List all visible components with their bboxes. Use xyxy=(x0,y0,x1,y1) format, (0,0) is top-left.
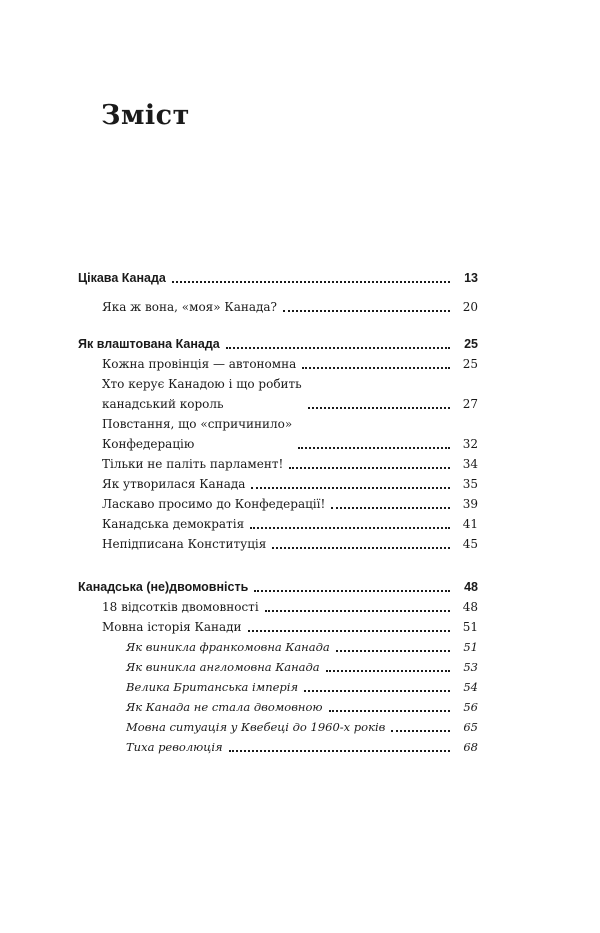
toc-page-number: 39 xyxy=(462,497,478,511)
toc-page-number: 13 xyxy=(464,271,478,285)
toc-entry-title: Цікава Канада xyxy=(78,271,166,285)
toc-page-number: 54 xyxy=(463,680,478,694)
toc-section[interactable] xyxy=(78,374,478,414)
toc-chapter[interactable] xyxy=(78,268,478,288)
toc-subsection[interactable] xyxy=(78,717,478,737)
toc-section[interactable] xyxy=(78,617,478,637)
table-of-contents xyxy=(78,268,478,757)
dot-leader xyxy=(289,467,450,469)
dot-leader xyxy=(391,730,450,732)
toc-page-number: 48 xyxy=(462,600,478,614)
toc-page-number: 51 xyxy=(463,640,478,654)
toc-section[interactable] xyxy=(78,514,478,534)
toc-section[interactable] xyxy=(78,354,478,374)
toc-page-number: 34 xyxy=(462,457,478,471)
toc-entry-title: Мовна ситуація у Квебеці до 1960-х років xyxy=(126,720,386,734)
dot-leader xyxy=(229,750,450,752)
toc-page-number: 53 xyxy=(463,660,478,674)
dot-leader xyxy=(304,690,450,692)
toc-page-number: 25 xyxy=(462,357,478,371)
dot-leader xyxy=(248,630,450,632)
toc-entry-title: Велика Британська імперія xyxy=(126,680,299,694)
dot-leader xyxy=(329,710,450,712)
toc-page-number: 25 xyxy=(464,337,478,351)
toc-page-number: 68 xyxy=(463,740,478,754)
toc-page-number: 27 xyxy=(462,397,478,411)
toc-section[interactable] xyxy=(78,494,478,514)
dot-leader xyxy=(298,447,450,449)
dot-leader xyxy=(308,407,450,409)
toc-entry-title: Як виникла англомовна Канада xyxy=(126,660,320,674)
toc-entry-title: Як виникла франкомовна Канада xyxy=(126,640,330,654)
toc-page-number: 20 xyxy=(462,300,478,314)
dot-leader xyxy=(326,670,450,672)
dot-leader xyxy=(265,610,450,612)
dot-leader xyxy=(254,590,450,592)
dot-leader xyxy=(172,281,450,283)
toc-chapter[interactable] xyxy=(78,334,478,354)
toc-page-number: 48 xyxy=(464,580,478,594)
toc-chapter[interactable] xyxy=(78,577,478,597)
toc-entry-title: Канадська (не)двомовність xyxy=(78,580,249,594)
toc-section[interactable] xyxy=(78,454,478,474)
toc-entry-title: Канадська демократія xyxy=(102,517,245,531)
toc-entry-title: Тиха революція xyxy=(126,740,223,754)
toc-subsection[interactable] xyxy=(78,677,478,697)
toc-section[interactable] xyxy=(78,534,478,554)
dot-leader xyxy=(336,650,450,652)
toc-entry-title: Хто керує Канадою і що робить канадський король xyxy=(102,377,302,411)
dot-leader xyxy=(302,367,450,369)
toc-page-number: 56 xyxy=(463,700,478,714)
toc-entry-title: Тільки не паліть парламент! xyxy=(102,457,284,471)
toc-section[interactable] xyxy=(78,297,478,317)
dot-leader xyxy=(250,527,450,529)
toc-entry-title: Кожна провінція — автономна xyxy=(102,357,297,371)
toc-entry-title: Як Канада не стала двомовною xyxy=(126,700,323,714)
toc-subsection[interactable] xyxy=(78,737,478,757)
toc-page-number: 41 xyxy=(462,517,478,531)
toc-subsection[interactable] xyxy=(78,697,478,717)
toc-subsection[interactable] xyxy=(78,657,478,677)
toc-entry-title: Непідписана Конституція xyxy=(102,537,267,551)
toc-page-number: 35 xyxy=(462,477,478,491)
toc-entry-title: 18 відсотків двомовності xyxy=(102,600,259,614)
toc-page-number: 65 xyxy=(463,720,478,734)
toc-entry-title: Як влаштована Канада xyxy=(78,337,220,351)
dot-leader xyxy=(272,547,450,549)
toc-section[interactable] xyxy=(78,474,478,494)
toc-subsection[interactable] xyxy=(78,637,478,657)
dot-leader xyxy=(251,487,450,489)
toc-entry-title: Ласкаво просимо до Конфедерації! xyxy=(102,497,326,511)
toc-page-number: 51 xyxy=(462,620,478,634)
toc-entry-title: Мовна історія Канади xyxy=(102,620,242,634)
page-title: Зміст xyxy=(101,100,190,131)
toc-section[interactable] xyxy=(78,597,478,617)
toc-page-number: 32 xyxy=(462,437,478,451)
toc-entry-title: Яка ж вона, «моя» Канада? xyxy=(102,300,277,314)
dot-leader xyxy=(331,507,450,509)
dot-leader xyxy=(283,310,450,312)
toc-entry-title: Як утворилася Канада xyxy=(102,477,246,491)
toc-page-number: 45 xyxy=(462,537,478,551)
toc-section[interactable] xyxy=(78,414,478,454)
toc-entry-title: Повстання, що «спричинило» Конфедерацію xyxy=(102,417,293,451)
dot-leader xyxy=(226,347,450,349)
